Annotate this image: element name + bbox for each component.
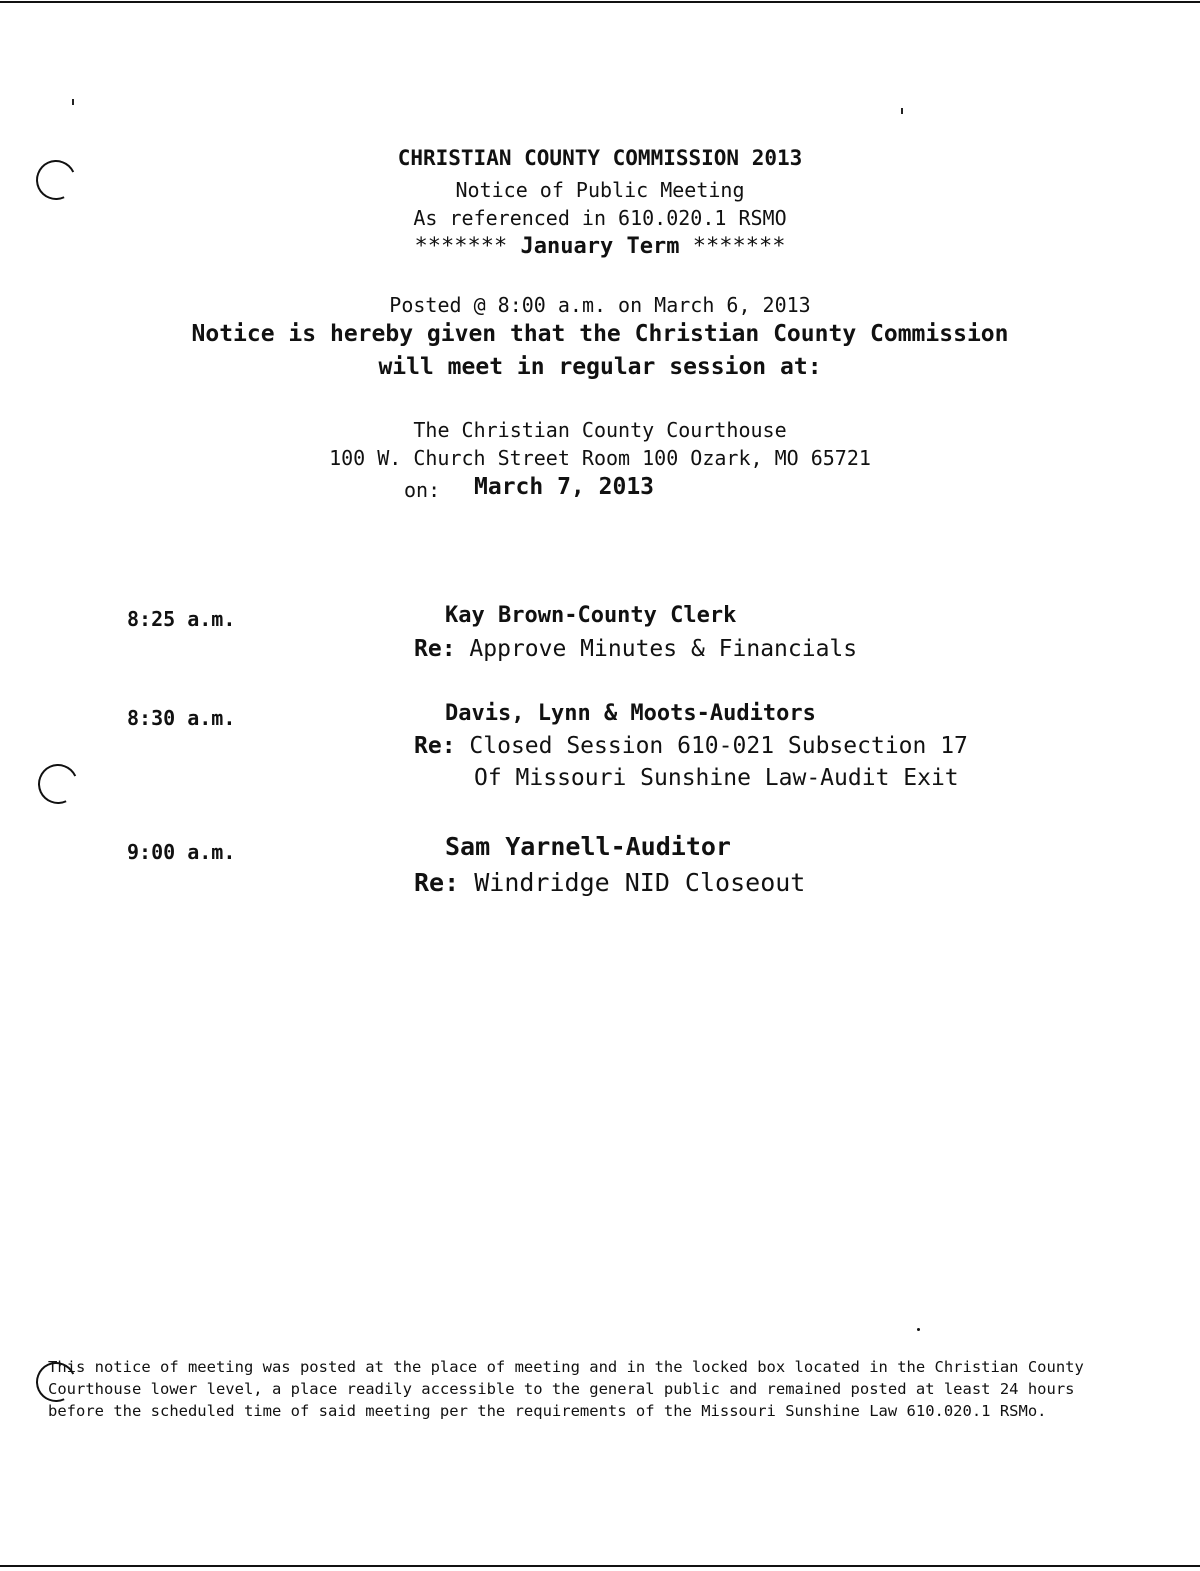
notice-subtitle: Notice of Public Meeting [455,178,745,202]
location-building: The Christian County Courthouse [413,418,787,442]
agenda-presenter: Kay Brown-County Clerk [445,603,737,628]
bottom-edge-line [0,1565,1200,1567]
re-label: Re: [414,636,456,662]
footer-line-1: This notice of meeting was posted at the place of meeting and in the locked box located in the Christian County [48,1358,1084,1376]
term-stars-left: ******* [414,234,508,259]
scan-speck [917,1328,920,1331]
agenda-subject [414,868,805,897]
agenda-presenter: Sam Yarnell-Auditor [445,832,731,861]
agenda-subject [414,733,968,759]
term-line [0,234,1200,259]
re-text: Closed Session 610-021 Subsection 17 [469,733,968,759]
re-text: Windridge NID Closeout [474,868,806,897]
agenda-time: 9:00 a.m. [127,840,236,864]
re-label: Re: [414,733,456,759]
meeting-date: March 7, 2013 [474,474,655,500]
punch-hole-mark-middle [32,758,83,809]
agenda-presenter: Davis, Lynn & Moots-Auditors [445,701,816,726]
statute-reference: As referenced in 610.020.1 RSMO [413,206,787,230]
document-title: CHRISTIAN COUNTY COMMISSION 2013 [397,146,803,170]
term-label: January Term [520,234,680,259]
scan-speck [72,99,74,105]
location-address: 100 W. Church Street Room 100 Ozark, MO 65721 [329,446,871,470]
posting-certification [48,1356,1158,1422]
agenda-subject [414,636,857,662]
notice-line-1: Notice is hereby given that the Christian County Commission [191,321,1009,347]
term-stars-right: ******* [692,234,786,259]
footer-line-2: Courthouse lower level, a place readily accessible to the general public and remained posted at least 24 hours [48,1380,1075,1398]
agenda-time: 8:25 a.m. [127,607,236,631]
re-text: Approve Minutes & Financials [469,636,858,662]
meeting-date-label: on: [404,478,441,502]
re-label: Re: [414,868,460,897]
re-text-continued: Of Missouri Sunshine Law-Audit Exit [474,765,959,791]
scan-speck [901,108,903,114]
footer-line-3: before the scheduled time of said meeting per the requirements of the Missouri Sunshine Law 610.020.1 RSMo. [48,1402,1047,1420]
posted-line: Posted @ 8:00 a.m. on March 6, 2013 [389,293,811,317]
agenda-time: 8:30 a.m. [127,706,236,730]
notice-line-2: will meet in regular session at: [378,354,822,380]
top-edge-line [0,1,1200,3]
